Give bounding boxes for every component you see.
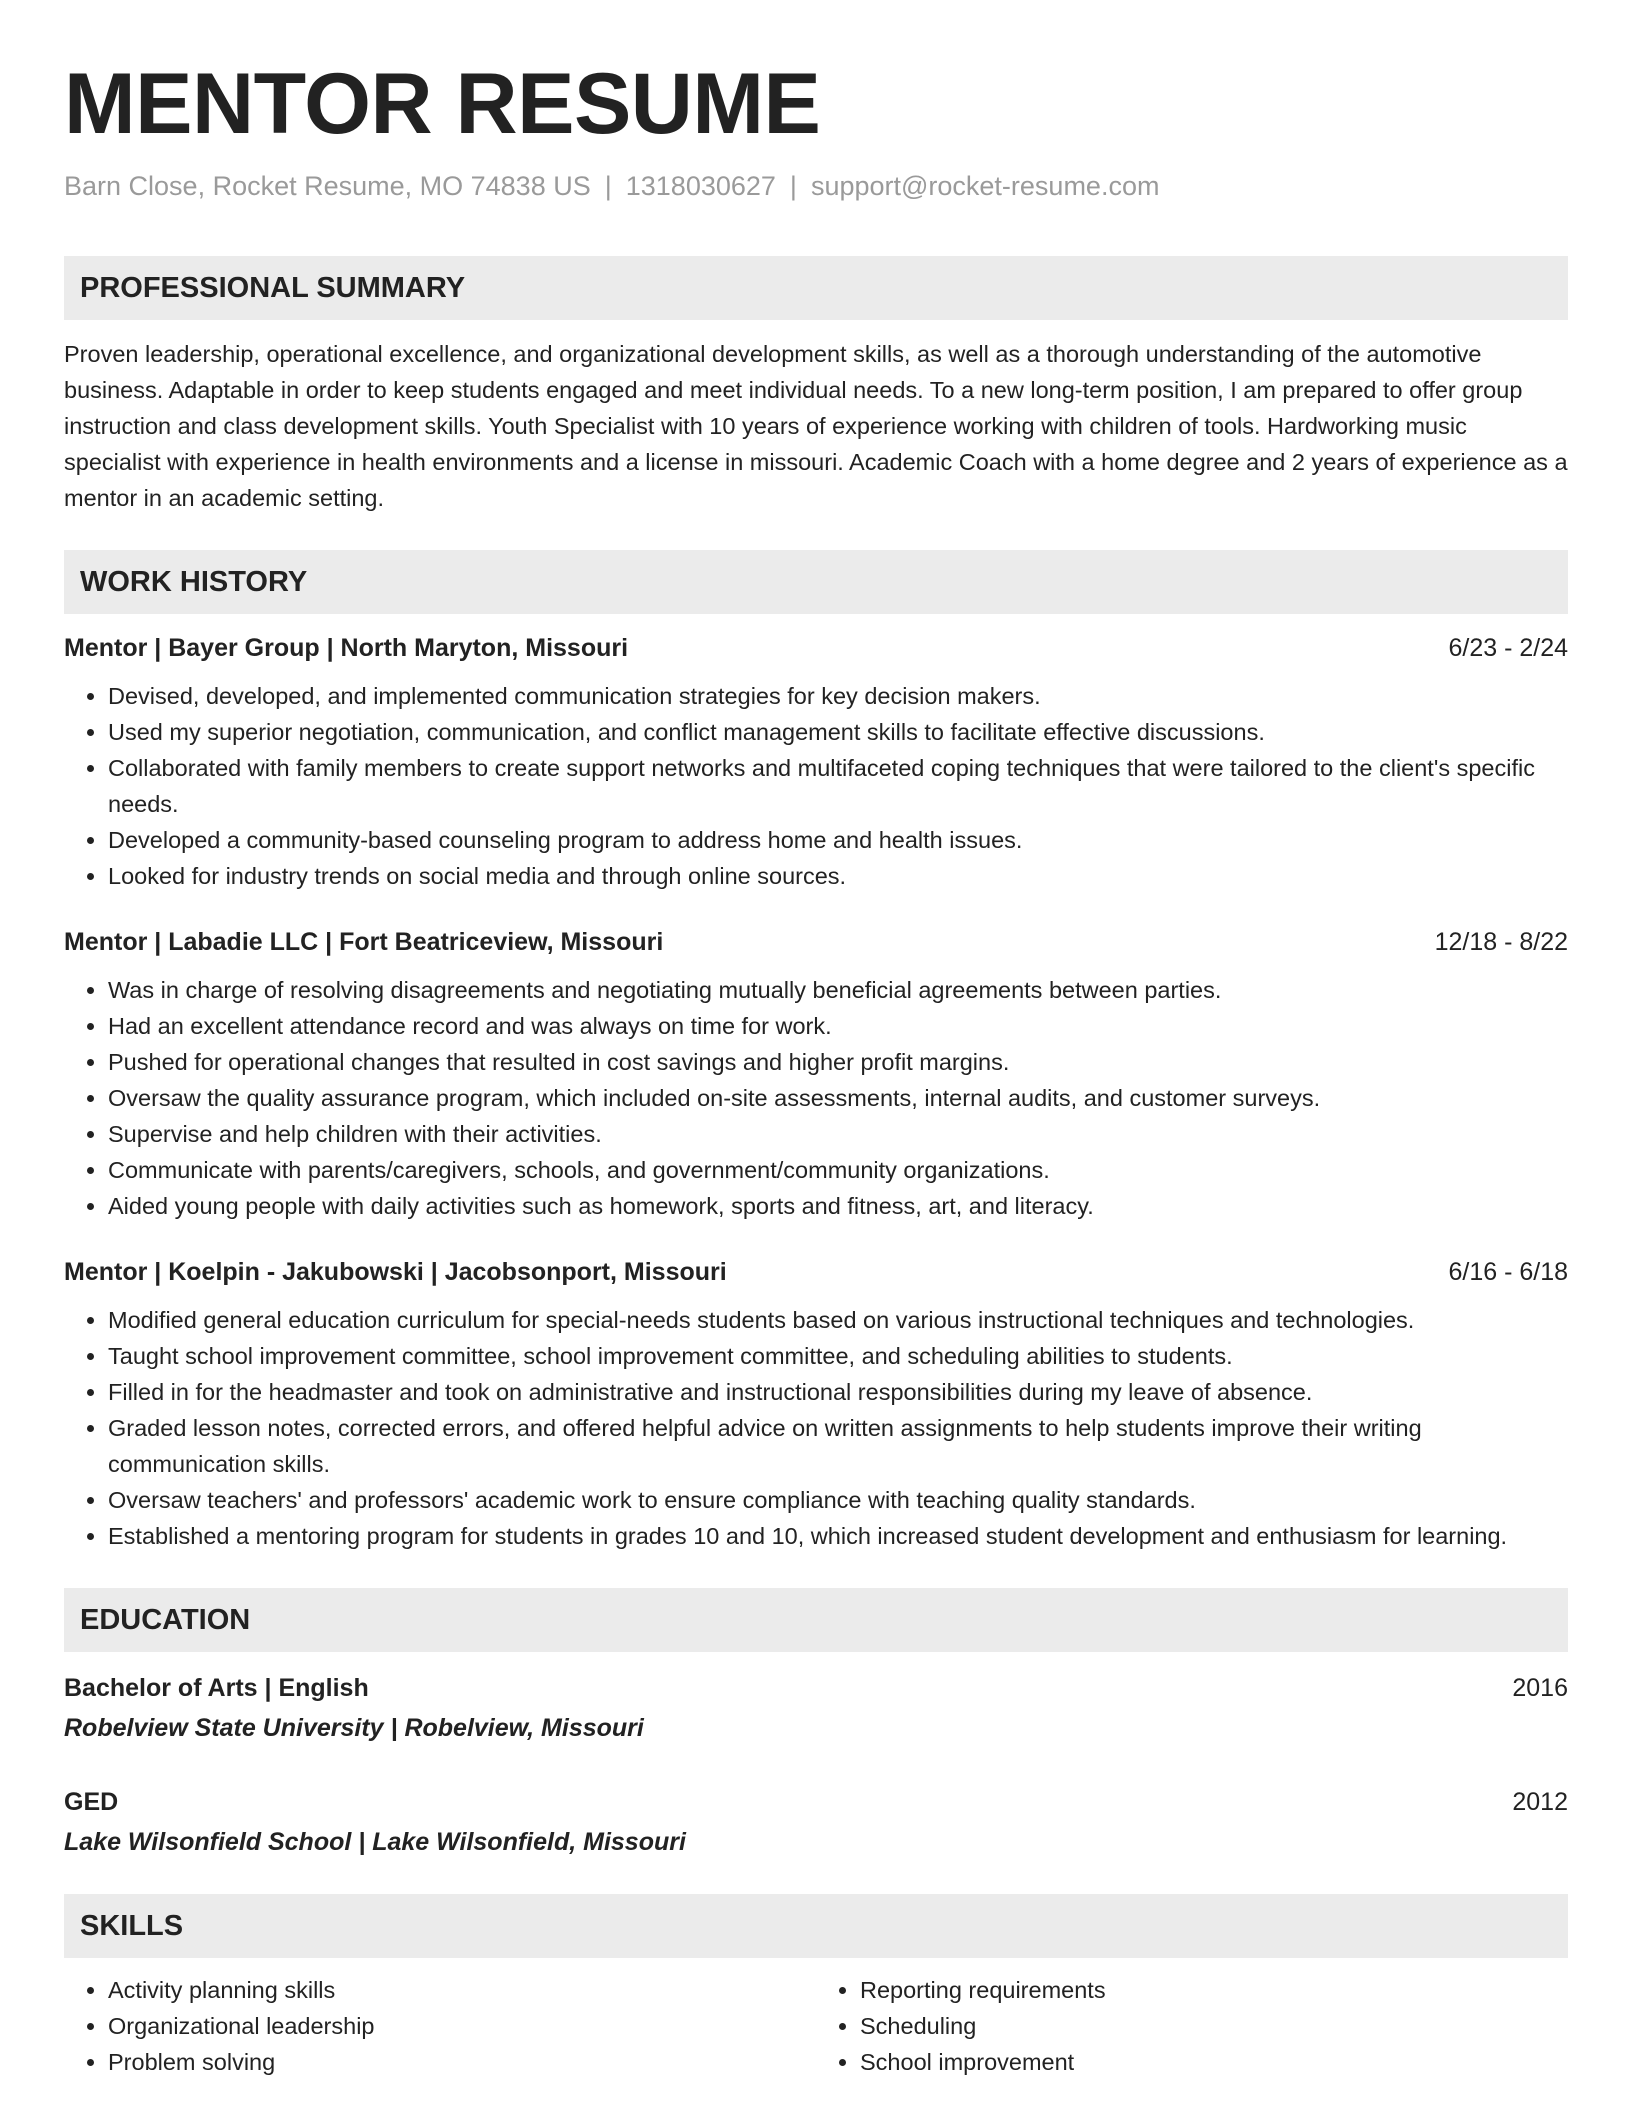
- summary-section: [64, 256, 1568, 516]
- work-history-heading: WORK HISTORY: [64, 550, 1568, 614]
- job-bullets: [64, 972, 1568, 1224]
- job-bullets: [64, 678, 1568, 894]
- education-header: [64, 1670, 1568, 1706]
- work-history-section: [64, 550, 1568, 1554]
- skills-section: [64, 1894, 1568, 2080]
- skills-columns: [64, 1972, 1568, 2080]
- job-title: Mentor | Koelpin - Jakubowski | Jacobsonport, Missouri: [64, 1258, 727, 1286]
- job-bullet: • Taught school improvement committee, school improvement committee, and scheduling abilities to students.: [108, 1338, 1568, 1374]
- job-bullet: • Was in charge of resolving disagreements and negotiating mutually beneficial agreements between parties.: [108, 972, 1568, 1008]
- skills-heading: SKILLS: [64, 1894, 1568, 1958]
- job-bullet: • Modified general education curriculum for special-needs students based on various instructional techniques and technologies.: [108, 1302, 1568, 1338]
- job-bullet: • Pushed for operational changes that resulted in cost savings and higher profit margins.: [108, 1044, 1568, 1080]
- education-header: [64, 1784, 1568, 1820]
- resume-page: [64, 0, 1568, 2080]
- education-school: Lake Wilsonfield School | Lake Wilsonfield, Missouri: [64, 1828, 686, 1856]
- job-title: Mentor | Bayer Group | North Maryton, Missouri: [64, 634, 629, 662]
- job-bullet: • Filled in for the headmaster and took on administrative and instructional responsibilities during my leave of absence.: [108, 1374, 1568, 1410]
- contact-separator: |: [604, 171, 612, 201]
- contact-phone: 1318030627: [625, 171, 776, 201]
- education-school: Robelview State University | Robelview, Missouri: [64, 1714, 644, 1742]
- resume-title: MENTOR RESUME: [64, 56, 821, 152]
- skill-item: • Activity planning skills: [108, 1972, 816, 2008]
- skill-item: • Scheduling: [860, 2008, 1568, 2044]
- job-bullet: • Oversaw teachers' and professors' academic work to ensure compliance with teaching quality standards.: [108, 1482, 1568, 1518]
- education-degree: Bachelor of Arts | English: [64, 1674, 369, 1702]
- contact-separator: |: [789, 171, 797, 201]
- education-entry: [64, 1784, 1568, 1860]
- summary-text: Proven leadership, operational excellence, and organizational development skills, as well as a thorough understanding of the automotive business. Adaptable in order to keep students engaged and meet individual needs. To a new long-term position, I am prepared to offer group instruction and class development skills. Youth Specialist with 10 years of experience working with children of tools. Hardworking music specialist with experience in health environments and a license in missouri. Academic Coach with a home degree and 2 years of experience as a mentor in an academic setting.: [64, 341, 1568, 511]
- job-bullet: • Oversaw the quality assurance program, which included on-site assessments, internal audits, and customer surveys.: [108, 1080, 1568, 1116]
- job-bullet: • Supervise and help children with their activities.: [108, 1116, 1568, 1152]
- summary-heading: PROFESSIONAL SUMMARY: [64, 256, 1568, 320]
- job-entry: [64, 1254, 1568, 1554]
- education-entry: [64, 1670, 1568, 1746]
- job-bullet: • Devised, developed, and implemented communication strategies for key decision makers.: [108, 678, 1568, 714]
- job-header: [64, 1254, 1568, 1290]
- job-bullets: [64, 1302, 1568, 1554]
- education-section: [64, 1588, 1568, 1860]
- job-header: [64, 924, 1568, 960]
- skill-item: • Problem solving: [108, 2044, 816, 2080]
- skill-item: • School improvement: [860, 2044, 1568, 2080]
- job-dates: 6/23 - 2/24: [1448, 634, 1568, 662]
- job-bullet: • Aided young people with daily activities such as homework, sports and fitness, art, and literacy.: [108, 1188, 1568, 1224]
- education-year: 2012: [1512, 1788, 1568, 1816]
- education-year: 2016: [1512, 1674, 1568, 1702]
- contact-email: support@rocket-resume.com: [810, 171, 1160, 201]
- job-bullet: • Communicate with parents/caregivers, schools, and government/community organizations.: [108, 1152, 1568, 1188]
- skill-item: • Organizational leadership: [108, 2008, 816, 2044]
- education-degree: GED: [64, 1788, 119, 1816]
- skills-list-left: [64, 1972, 816, 2080]
- contact-address: Barn Close, Rocket Resume, MO 74838 US: [64, 171, 591, 201]
- job-entry: [64, 630, 1568, 894]
- skill-item: • Reporting requirements: [860, 1972, 1568, 2008]
- job-bullet: • Developed a community-based counseling program to address home and health issues.: [108, 822, 1568, 858]
- job-bullet: • Collaborated with family members to create support networks and multifaceted coping techniques that were tailored to the client's specific needs.: [108, 750, 1568, 822]
- job-bullet: • Established a mentoring program for students in grades 10 and 10, which increased student development and enthusiasm for learning.: [108, 1518, 1568, 1554]
- job-dates: 12/18 - 8/22: [1434, 928, 1568, 956]
- job-bullet: • Graded lesson notes, corrected errors, and offered helpful advice on written assignments to help students improve their writing communication skills.: [108, 1410, 1568, 1482]
- job-bullet: • Looked for industry trends on social media and through online sources.: [108, 858, 1568, 894]
- contact-line: [64, 168, 1568, 204]
- skills-list-right: [816, 1972, 1568, 2080]
- job-header: [64, 630, 1568, 666]
- job-title: Mentor | Labadie LLC | Fort Beatriceview, Missouri: [64, 928, 664, 956]
- job-dates: 6/16 - 6/18: [1448, 1258, 1568, 1286]
- education-heading: EDUCATION: [64, 1588, 1568, 1652]
- job-bullet: • Had an excellent attendance record and was always on time for work.: [108, 1008, 1568, 1044]
- job-bullet: • Used my superior negotiation, communication, and conflict management skills to facilitate effective discussions.: [108, 714, 1568, 750]
- job-entry: [64, 924, 1568, 1224]
